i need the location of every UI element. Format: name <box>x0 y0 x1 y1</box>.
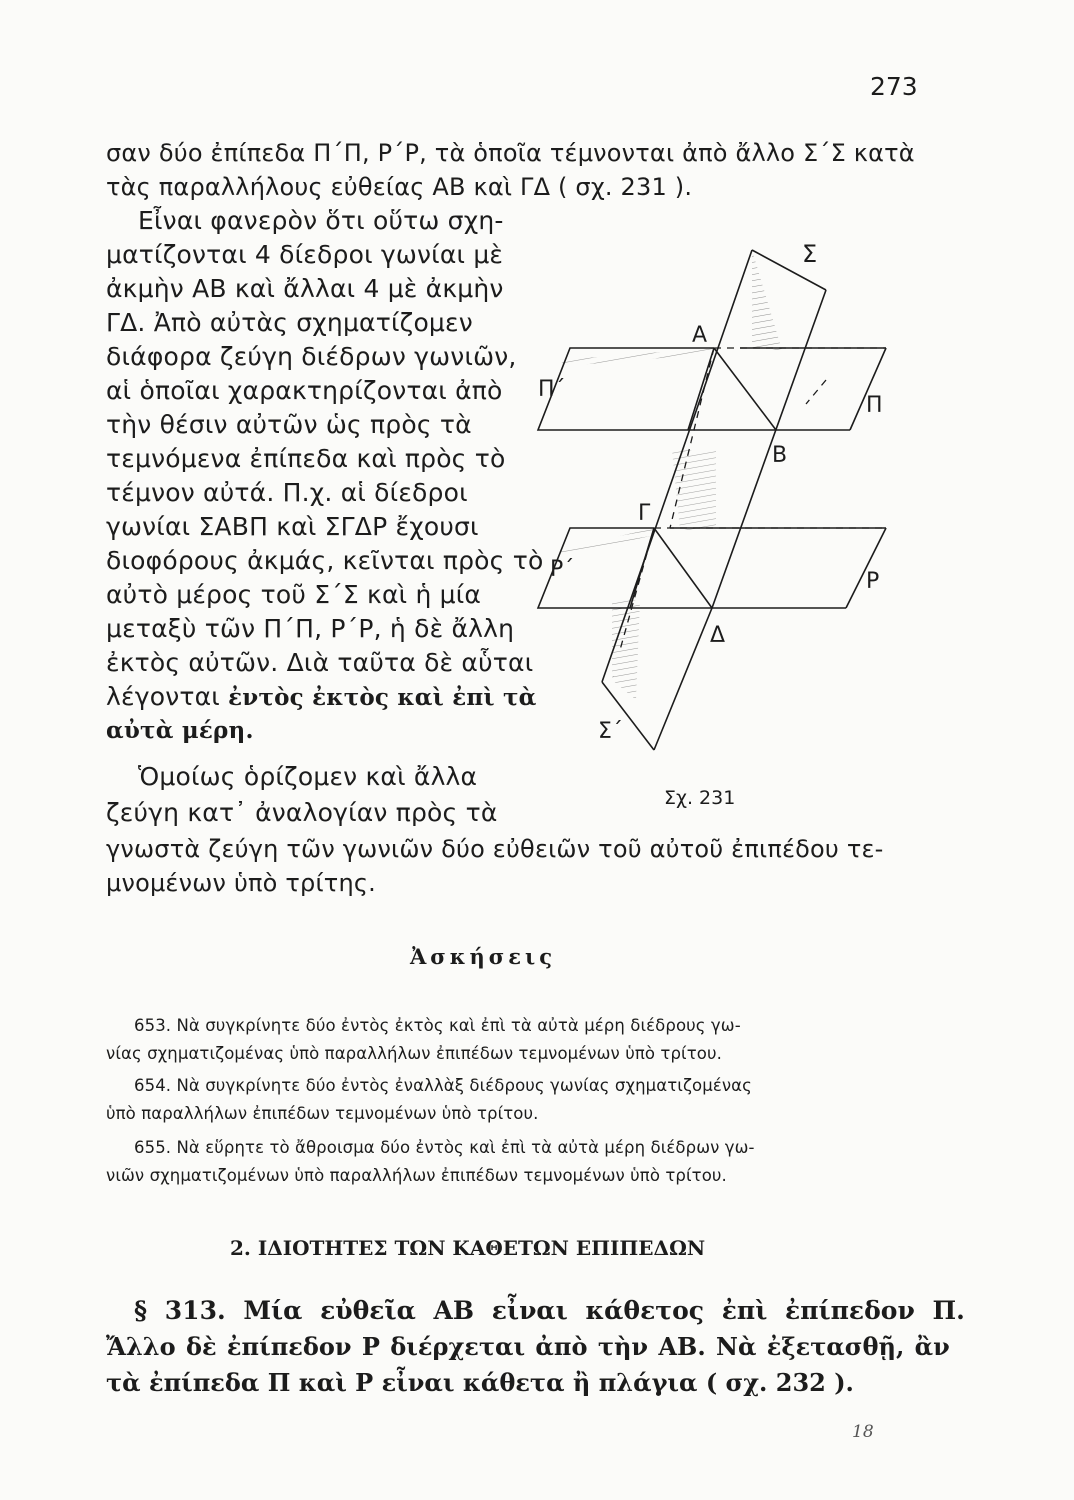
continuation-line-2: ζεύγη κατ᾽ ἀναλογίαν πρὸς τὰ <box>106 798 498 827</box>
defined-terms-line-1 <box>106 680 537 715</box>
label-delta: Δ <box>710 623 726 648</box>
theorem-line-2: Ἄλλο δὲ ἐπίπεδον Ρ διέρχεται ἀπὸ τὴν ΑΒ. Νὰ ἐξετασθῇ, ἂν <box>106 1332 950 1361</box>
continuation-line-4: μνομένων ὑπὸ τρίτης. <box>106 869 376 897</box>
intro-line-1: σαν δύο ἐπίπεδα Π΄Π, Ρ΄Ρ, τὰ ὁποῖα τέμνονται ἀπὸ ἄλλο Σ΄Σ κατὰ <box>106 139 915 167</box>
hatch-upper-sigma <box>752 250 782 350</box>
label-rho: Ρ <box>866 569 880 594</box>
label-sigma-prime: Σ΄ <box>598 719 623 744</box>
exercise-line-4: ὑπὸ παραλλήλων ἐπιπέδων τεμνομένων ὑπὸ τρίτου. <box>106 1104 539 1123</box>
edge-gd <box>654 528 712 608</box>
body-line-12: αὐτὸ μέρος τοῦ Σ΄Σ καὶ ἡ μία <box>106 580 482 609</box>
exercise-line-6: νιῶν σχηματιζομένων ὑπὸ παραλλήλων ἐπιπέδων τεμνομένων ὑπὸ τρίτου. <box>106 1166 727 1185</box>
body-line-7: τὴν θέσιν αὐτῶν ὡς πρὸς τὰ <box>106 410 472 439</box>
section-title: 2. ΙΔΙΟΤΗΤΕΣ ΤΩΝ ΚΑΘΕΤΩΝ ΕΠΙΠΕΔΩΝ <box>230 1236 706 1260</box>
plane-sigma-left-edge <box>602 250 752 682</box>
signature-mark: 18 <box>852 1422 874 1442</box>
body-line-2: ματίζονται 4 δίεδροι γωνίαι μὲ <box>106 240 504 269</box>
exercise-line-5: 655. Νὰ εὕρητε τὸ ἄθροισμα δύο ἐντὸς καὶ ἐπὶ τὰ αὐτὰ μέρη διέδρων γω- <box>134 1138 755 1157</box>
body-line-8: τεμνόμενα ἐπίπεδα καὶ πρὸς τὸ <box>106 444 506 473</box>
theorem-line-1: § 313. Μία εὐθεῖα ΑΒ εἶναι κάθετος ἐπὶ ἐπίπεδον Π. <box>134 1296 965 1325</box>
hidden-edges <box>620 348 886 650</box>
label-pi: Π <box>866 393 883 418</box>
body-line-9: τέμνον αὐτά. Π.χ. αἱ δίεδροι <box>106 478 468 507</box>
label-sigma: Σ <box>802 240 818 268</box>
edge-d-left <box>630 528 654 608</box>
intro-line-2: τὰς παραλλήλους εὐθείας ΑΒ καὶ ΓΔ ( σχ. 231 ). <box>106 173 693 201</box>
plane-sigma-lower-right <box>654 608 712 750</box>
body-line-6: αἱ ὁποῖαι χαρακτηρίζονται ἀπὸ <box>106 376 503 405</box>
hatch-plane-pi <box>560 348 714 366</box>
body-line-1: Εἶναι φανερὸν ὅτι οὕτω σχη- <box>138 206 504 235</box>
exercise-line-3: 654. Νὰ συγκρίνητε δύο ἐντὸς ἐναλλὰξ διέδρους γωνίας σχηματιζομένας <box>134 1076 752 1095</box>
body-line-3: ἀκμὴν ΑΒ καὶ ἄλλαι 4 μὲ ἀκμὴν <box>106 274 504 303</box>
figure-caption: Σχ. 231 <box>664 787 736 809</box>
exercise-line-2: νίας σχηματιζομένας ὑπὸ παραλλήλων ἐπιπέδων τεμνομένων ὑπὸ τρίτου. <box>106 1044 722 1063</box>
defined-terms-prefix: λέγονται <box>106 682 220 711</box>
label-a: Α <box>692 323 708 348</box>
body-line-5: διάφορα ζεύγη διέδρων γωνιῶν, <box>106 342 517 371</box>
body-line-11: διοφόρους ἀκμάς, κεῖνται πρὸς τὸ <box>106 546 544 575</box>
plane-rho-right-edge <box>846 528 886 608</box>
edge-b-left <box>688 348 714 430</box>
continuation-line-1: Ὁμοίως ὁρίζομεν καὶ ἄλλα <box>138 762 478 791</box>
hatch-plane-rho <box>560 528 654 556</box>
body-line-4: ΓΔ. Ἀπὸ αὐτὰς σχηματίζομεν <box>106 308 473 337</box>
label-gamma: Γ <box>638 501 651 526</box>
body-line-14: ἐκτὸς αὐτῶν. Διὰ ταῦτα δὲ αὗται <box>106 648 534 677</box>
label-b: Β <box>772 443 788 468</box>
body-line-13: μεταξὺ τῶν Π΄Π, Ρ΄Ρ, ἡ δὲ ἄλλη <box>106 614 515 643</box>
label-pi-prime: Π΄ <box>538 377 566 402</box>
page-number: 273 <box>870 72 918 101</box>
figure-231 <box>520 230 930 810</box>
body-line-10: γωνίαι ΣΑΒΠ καὶ ΣΓΔΡ ἔχουσι <box>106 512 479 541</box>
exercise-line-1: 653. Νὰ συγκρίνητε δύο ἐντὸς ἐκτὸς καὶ ἐπὶ τὰ αὐτὰ μέρη διέδρους γω- <box>134 1016 741 1035</box>
exercises-title: Ἀσκήσεις <box>410 944 556 969</box>
edge-ab <box>714 348 776 430</box>
theorem-line-3: τὰ ἐπίπεδα Π καὶ Ρ εἶναι κάθετα ἢ πλάγια ( σχ. 232 ). <box>106 1368 854 1397</box>
defined-terms-bold-2: αὐτὰ μέρη. <box>106 717 254 744</box>
continuation-line-3: γνωστὰ ζεύγη τῶν γωνιῶν δύο εὐθειῶν τοῦ αὐτοῦ ἐπιπέδου τε- <box>106 835 884 863</box>
defined-terms-bold-1: ἐντὸς ἐκτὸς καὶ ἐπὶ τὰ <box>228 684 537 711</box>
label-rho-prime: Ρ΄ <box>550 557 575 582</box>
